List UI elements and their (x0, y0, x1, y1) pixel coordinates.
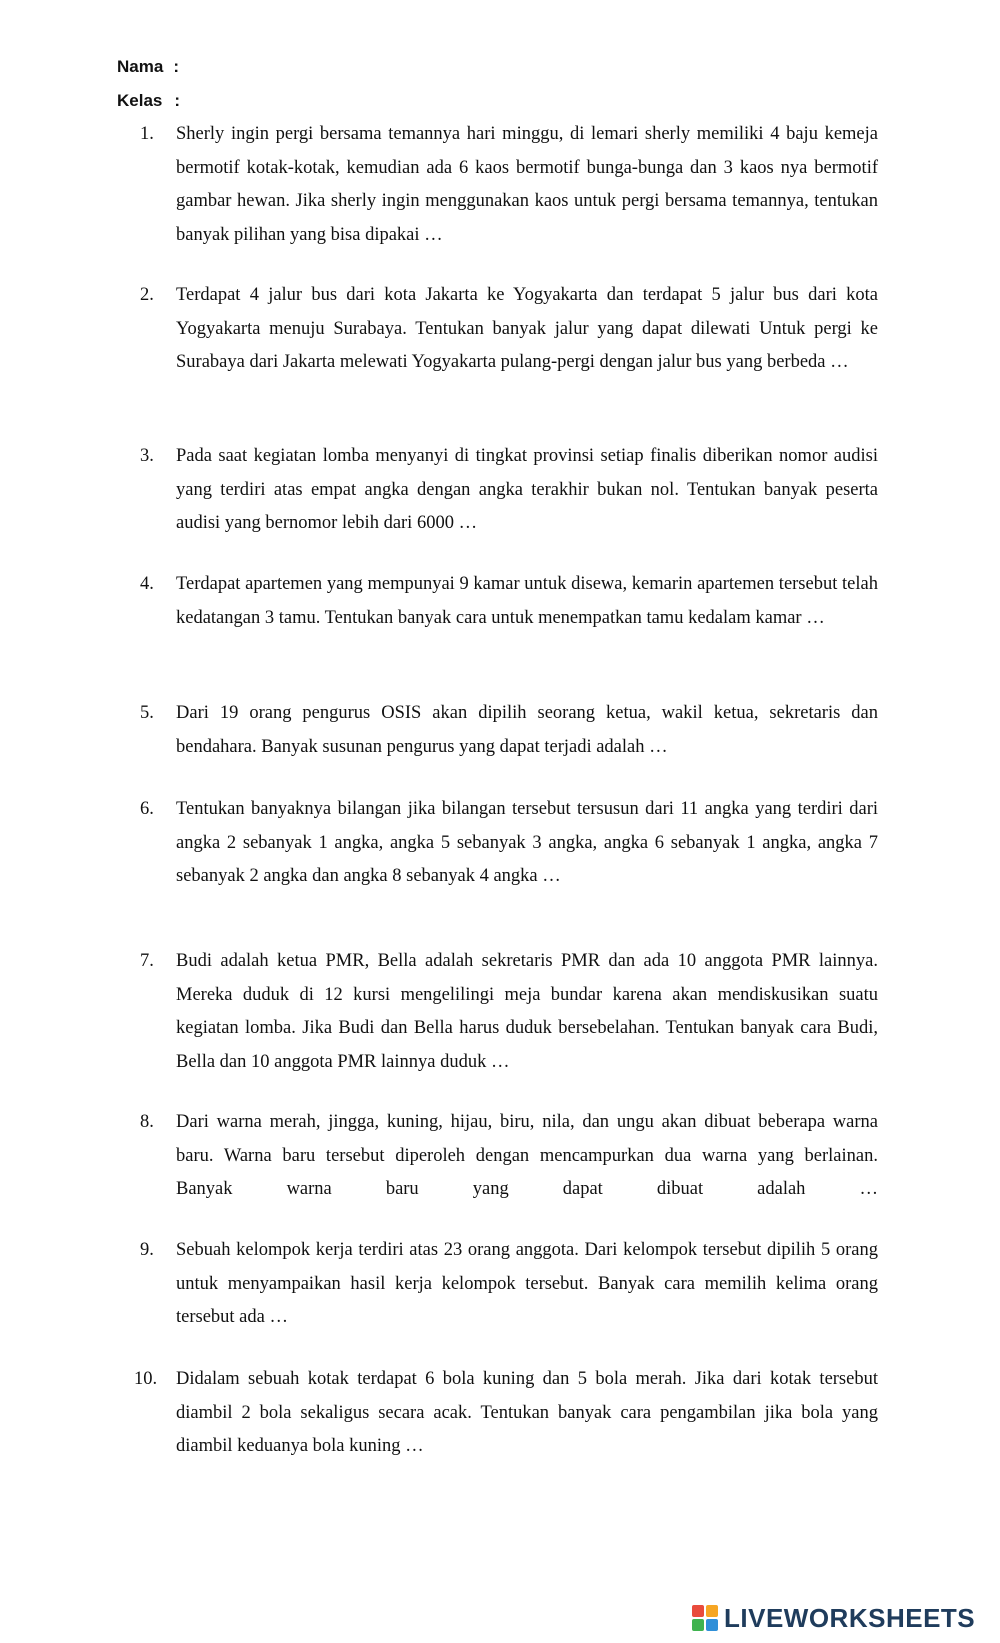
question-text-body: Dari warna merah, jingga, kuning, hijau, biru, nila, dan ungu akan dibuat beberapa warna baru. Warna baru tersebut diperoleh dengan mencampurkan dua warna yang berlainan. (176, 1112, 878, 1166)
question-text: Pada saat kegiatan lomba menyanyi di tingkat provinsi setiap finalis diberikan nomor audisi yang terdiri atas empat angka dengan angka terakhir bukan nol. Tentukan banyak peserta audisi yang bernomor lebih dari 6000 … (176, 446, 878, 534)
question-number: 8. (140, 1112, 154, 1132)
word: Banyak (176, 1179, 233, 1200)
question-text: Sherly ingin pergi bersama temannya hari minggu, di lemari sherly memiliki 4 baju kemeja bermotif kotak-kotak, kemudian ada 6 kaos bermotif bunga-bunga dan 3 kaos nya bermotif gambar hewan. Jika sherly ingin menggunakan kaos untuk pergi bersama temannya, tentukan banyak pilihan yang bisa dipakai … (176, 124, 878, 246)
question-5 (140, 697, 878, 764)
question-number: 5. (140, 703, 154, 723)
question-number: 1. (140, 124, 154, 144)
question-text: Dari 19 orang pengurus OSIS akan dipilih seorang ketua, wakil ketua, sekretaris dan bendahara. Banyak susunan pengurus yang dapat terjadi adalah … (176, 703, 878, 757)
question-number: 6. (140, 799, 154, 819)
word: adalah (757, 1179, 806, 1200)
question-1 (140, 118, 878, 253)
question-number: 2. (140, 285, 154, 305)
question-10 (134, 1363, 878, 1464)
kelas-label: Kelas (117, 91, 163, 110)
question-text: Terdapat 4 jalur bus dari kota Jakarta ke Yogyakarta dan terdapat 5 jalur bus dari kota Yogyakarta menuju Surabaya. Tentukan banyak jalur yang dapat dilewati Untuk pergi ke Surabaya dari Jakarta melewati Yogyakarta pulang-pergi dengan jalur bus yang berbeda … (176, 285, 878, 373)
nama-colon: : (173, 57, 179, 76)
question-number: 4. (140, 574, 154, 594)
question-number: 7. (140, 951, 154, 971)
question-text: Terdapat apartemen yang mempunyai 9 kamar untuk disewa, kemarin apartemen tersebut telah kedatangan 3 tamu. Tentukan banyak cara untuk menempatkan tamu kedalam kamar … (176, 574, 878, 628)
kelas-colon: : (174, 91, 181, 110)
word: dapat (562, 1179, 603, 1200)
question-3 (140, 440, 878, 541)
question-text-last-line (176, 1173, 878, 1207)
question-8 (140, 1106, 878, 1207)
liveworksheets-logo (692, 1601, 975, 1635)
question-7 (140, 945, 878, 1080)
question-4 (140, 568, 878, 635)
question-2 (140, 279, 878, 380)
word: yang (472, 1179, 509, 1200)
kelas-field (117, 91, 180, 111)
question-number: 10. (134, 1369, 158, 1389)
question-number: 3. (140, 446, 154, 466)
word: baru (385, 1179, 419, 1200)
word: dibuat (656, 1179, 704, 1200)
question-text (176, 1106, 878, 1207)
liveworksheets-logo-icon (692, 1605, 718, 1631)
question-text: Budi adalah ketua PMR, Bella adalah sekretaris PMR dan ada 10 anggota PMR lainnya. Mereka duduk di 12 kursi mengelilingi meja bundar karena akan mendiskusikan suatu kegiatan lomba. Jika Budi dan Bella harus duduk bersebelahan. Tentukan banyak cara Budi, Bella dan 10 anggota PMR lainnya duduk … (176, 951, 878, 1073)
word: warna (286, 1179, 332, 1200)
word: … (859, 1179, 878, 1200)
question-9 (140, 1234, 878, 1335)
question-text: Sebuah kelompok kerja terdiri atas 23 orang anggota. Dari kelompok tersebut dipilih 5 orang untuk menyampaikan hasil kerja kelompok tersebut. Banyak cara memilih kelima orang tersebut ada … (176, 1240, 878, 1328)
brand-name: LIVEWORKSHEETS (724, 1602, 976, 1633)
nama-field (117, 57, 179, 77)
question-text: Tentukan banyaknya bilangan jika bilangan tersebut tersusun dari 11 angka yang terdiri dari angka 2 sebanyak 1 angka, angka 5 sebanyak 3 angka, angka 6 sebanyak 1 angka, angka 7 sebanyak 2 angka dan angka 8 sebanyak 4 angka … (176, 799, 878, 887)
nama-label: Nama (117, 57, 164, 76)
question-text: Didalam sebuah kotak terdapat 6 bola kuning dan 5 bola merah. Jika dari kotak tersebut diambil 2 bola sekaligus secara acak. Tentukan banyak cara pengambilan jika bola yang diambil keduanya bola kuning … (176, 1369, 878, 1457)
question-6 (140, 793, 878, 894)
question-number: 9. (140, 1240, 154, 1260)
